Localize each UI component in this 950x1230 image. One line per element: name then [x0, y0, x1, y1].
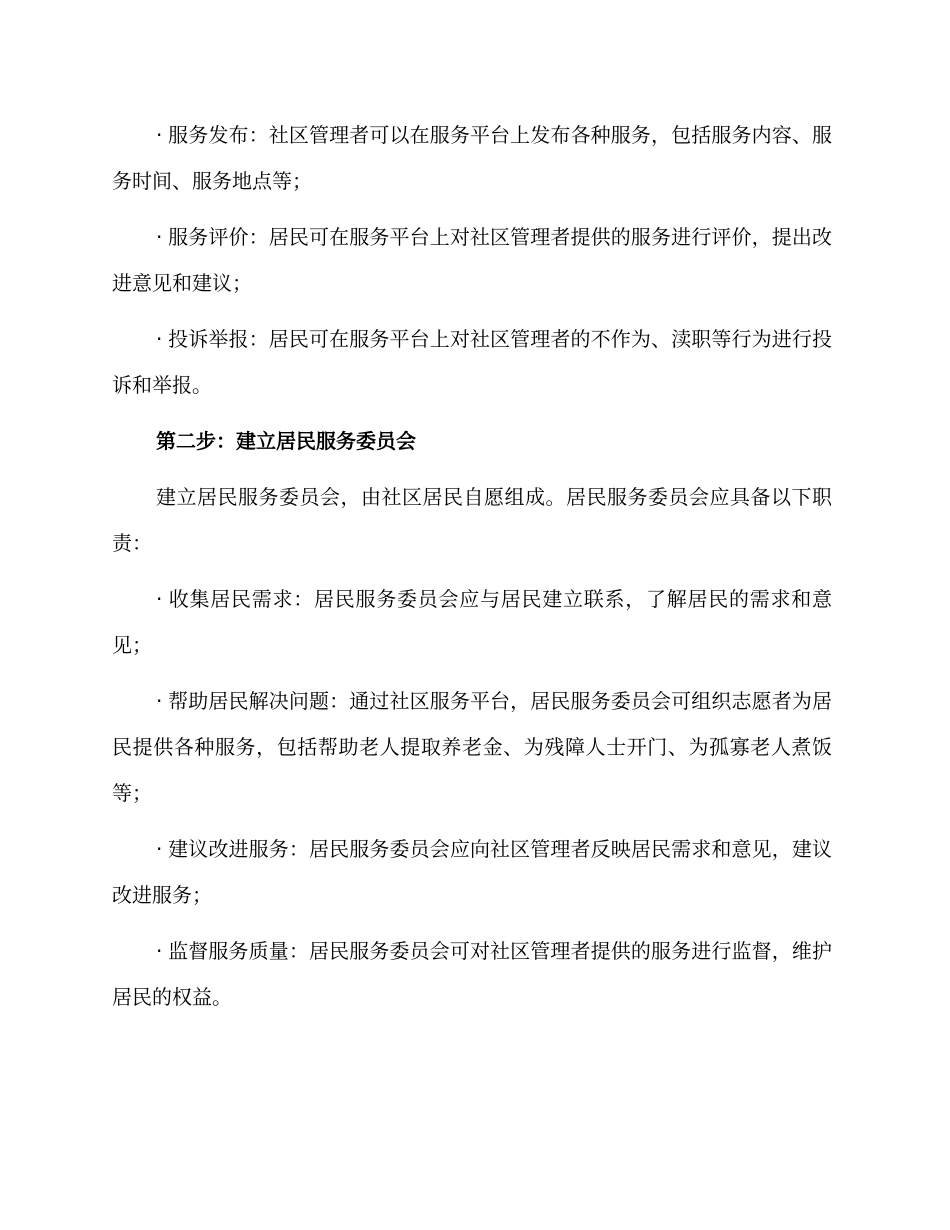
paragraph-text: 建议改进服务：居民服务委员会应向社区管理者反映居民需求和意见，建议改进服务； — [112, 837, 832, 907]
paragraph-text: 帮助居民解决问题：通过社区服务平台，居民服务委员会可组织志愿者为居民提供各种服务，包括帮助老人提取养老金、为残障人士开门、为孤寡老人煮饭等； — [112, 689, 832, 805]
bullet-collect-needs — [112, 576, 832, 668]
paragraph-text: 服务评价：居民可在服务平台上对社区管理者提供的服务进行评价，提出改进意见和建议； — [112, 225, 832, 295]
bullet-marker: · — [156, 837, 163, 861]
bullet-complaint-report — [112, 316, 832, 408]
bullet-suggest-improvement — [112, 826, 832, 918]
body-paragraph-committee: 建立居民服务委员会，由社区居民自愿组成。居民服务委员会应具备以下职责： — [112, 485, 832, 555]
bullet-service-evaluation — [112, 214, 832, 306]
paragraph-text: 投诉举报：居民可在服务平台上对社区管理者的不作为、渎职等行为进行投诉和举报。 — [112, 327, 832, 397]
bullet-help-residents — [112, 678, 832, 816]
bullet-marker: · — [156, 225, 163, 249]
bullet-marker: · — [156, 939, 163, 963]
section-heading-step-two: 第二步：建立居民服务委员会 — [156, 429, 416, 453]
paragraph-text: 收集居民需求：居民服务委员会应与居民建立联系，了解居民的需求和意见； — [112, 587, 832, 657]
bullet-supervise-quality — [112, 928, 832, 1020]
bullet-marker: · — [156, 587, 163, 611]
paragraph-text: 监督服务质量：居民服务委员会可对社区管理者提供的服务进行监督，维护居民的权益。 — [112, 939, 832, 1009]
paragraph-text: 服务发布：社区管理者可以在服务平台上发布各种服务，包括服务内容、服务时间、服务地点等； — [112, 123, 832, 193]
bullet-marker: · — [156, 327, 163, 351]
document-page — [112, 112, 832, 1030]
bullet-service-publish — [112, 112, 832, 204]
bullet-marker: · — [156, 689, 163, 713]
bullet-marker: · — [156, 123, 163, 147]
